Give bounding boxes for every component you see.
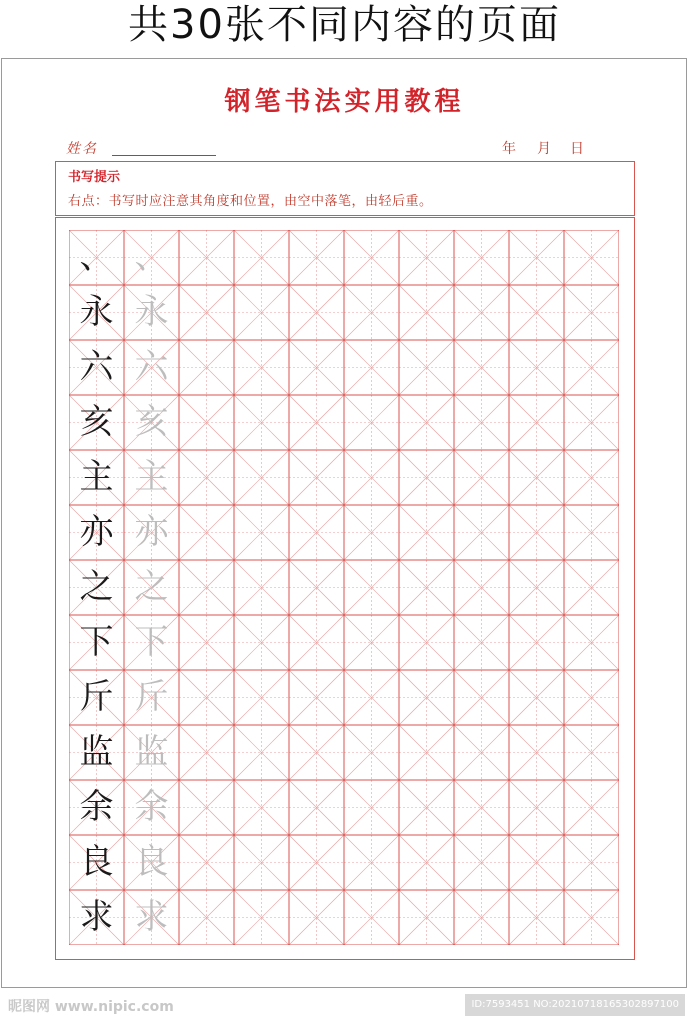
- trace-character: 之: [134, 567, 169, 607]
- banner-title: 共30张不同内容的页面: [128, 2, 561, 48]
- model-character: 之: [79, 567, 114, 607]
- trace-character: 六: [134, 347, 169, 387]
- watermark-site: 昵图网 www.nipic.com: [8, 999, 174, 1015]
- trace-character: 永: [134, 292, 169, 332]
- model-character: 下: [79, 622, 114, 662]
- model-character: 斤: [79, 677, 114, 717]
- model-character: 余: [79, 787, 114, 827]
- model-character: 求: [79, 897, 114, 937]
- trace-character: 亦: [134, 512, 169, 552]
- model-character: 主: [79, 457, 114, 497]
- practice-grid: [69, 230, 619, 945]
- trace-character: 监: [134, 732, 169, 772]
- trace-character: 亥: [134, 402, 169, 442]
- trace-character: 良: [134, 842, 169, 882]
- writing-tips-title: 书写提示: [68, 170, 121, 185]
- name-label: 姓名: [66, 141, 98, 157]
- trace-character: 余: [134, 787, 169, 827]
- name-field-line[interactable]: [112, 155, 216, 156]
- model-character: 亥: [79, 402, 114, 442]
- date-day-label: 日: [570, 141, 584, 157]
- model-character: 永: [79, 292, 114, 332]
- worksheet-title: 钢笔书法实用教程: [224, 87, 465, 117]
- trace-character: 下: [134, 622, 169, 662]
- model-character: 亦: [79, 512, 114, 552]
- date-month-label: 月: [537, 141, 551, 157]
- trace-character: 、: [134, 237, 169, 277]
- trace-character: 斤: [134, 677, 169, 717]
- trace-character: 主: [134, 457, 169, 497]
- writing-tips-box: [55, 161, 635, 216]
- model-character: 六: [79, 347, 114, 387]
- trace-character: 求: [134, 897, 169, 937]
- writing-tips-text: 右点：书写时应注意其角度和位置，由空中落笔，由轻后重。: [68, 194, 433, 209]
- date-year-label: 年: [502, 141, 516, 157]
- model-character: 、: [79, 237, 114, 277]
- model-character: 监: [79, 732, 114, 772]
- model-character: 良: [79, 842, 114, 882]
- watermark-id: ID:7593451 NO:20210718165302897100: [465, 994, 685, 1016]
